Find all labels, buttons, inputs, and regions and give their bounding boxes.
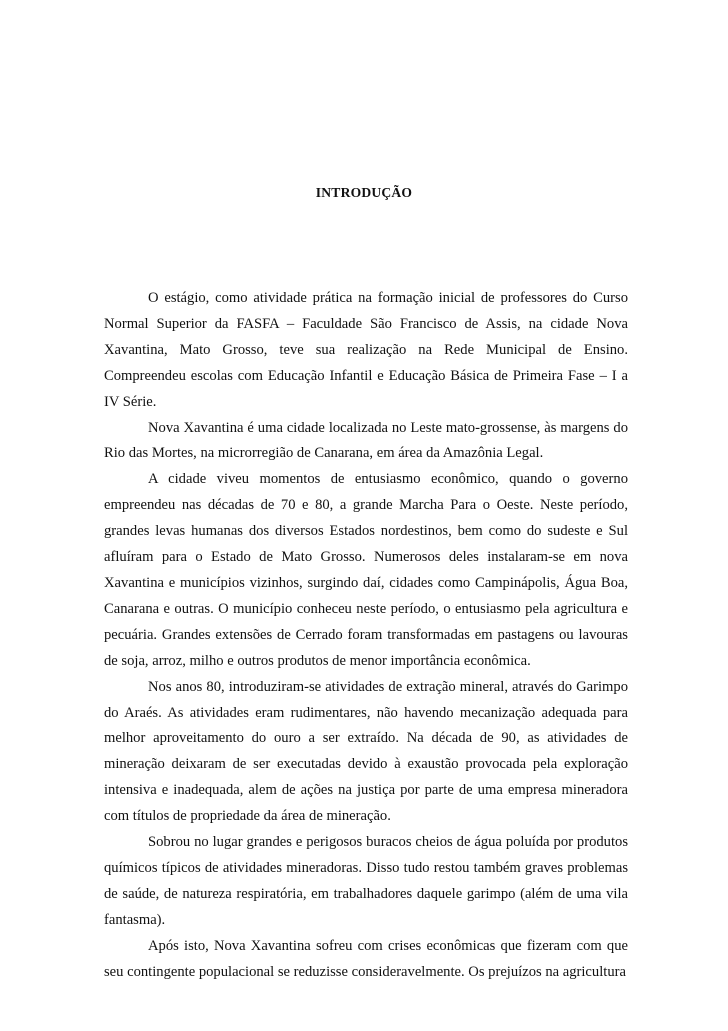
document-body (104, 286, 628, 985)
paragraph-anos-80: Nos anos 80, introduziram-se atividades de extração mineral, através do Garimpo do Araés. As atividades eram rudimentares, não havendo mecanização adequada para melhor aproveitamento do ouro a ser extraído. Na década de 90, as atividades de mineração deixaram de ser executadas devido à exaustão provocada pela exploração intensiva e inadequada, alem de ações na justiça por parte de uma empresa mineradora com títulos de propriedade da área de mineração. (104, 678, 628, 825)
page-title: INTRODUÇÃO (315, 185, 413, 200)
paragraph-cidade-entusiasmo: A cidade viveu momentos de entusiasmo econômico, quando o governo empreendeu nas décadas de 70 e 80, a grande Marcha Para o Oeste. Neste período, grandes levas humanas dos diversos Estados nordestinos, bem como do sudeste e Sul afluíram para o Estado de Mato Grosso. Numerosos deles instalaram-se em nova Xavantina e municípios vizinhos, surgindo daí, cidades como Campinápolis, Água Boa, Canarana e outras. O município conheceu neste período, o entusiasmo pela agricultura e pecuária. Grandes extensões de Cerrado foram transformadas em pastagens ou lavouras de soja, arroz, milho e outros produtos de menor importância econômica. (104, 471, 628, 669)
paragraph-apos-isto: Após isto, Nova Xavantina sofreu com crises econômicas que fizeram com que seu contingente populacional se reduzisse consideravelmente. Os prejuízos na agricultura (104, 937, 628, 980)
paragraph-nova-xavantina: Nova Xavantina é uma cidade localizada no Leste mato-grossense, às margens do Rio das Mortes, na microrregião de Canarana, em área da Amazônia Legal. (104, 419, 628, 462)
paragraph-estagio: O estágio, como atividade prática na formação inicial de professores do Curso Normal Superior da FASFA – Faculdade São Francisco de Assis, na cidade Nova Xavantina, Mato Grosso, teve sua realização na Rede Municipal de Ensino. Compreendeu escolas com Educação Infantil e Educação Básica de Primeira Fase – I a IV Série. (104, 290, 628, 410)
paragraph-sobrou: Sobrou no lugar grandes e perigosos buracos cheios de água poluída por produtos químicos típicos de atividades mineradoras. Disso tudo restou também graves problemas de saúde, de natureza respiratória, em trabalhadores daquele garimpo (além de uma vila fantasma). (104, 834, 628, 928)
